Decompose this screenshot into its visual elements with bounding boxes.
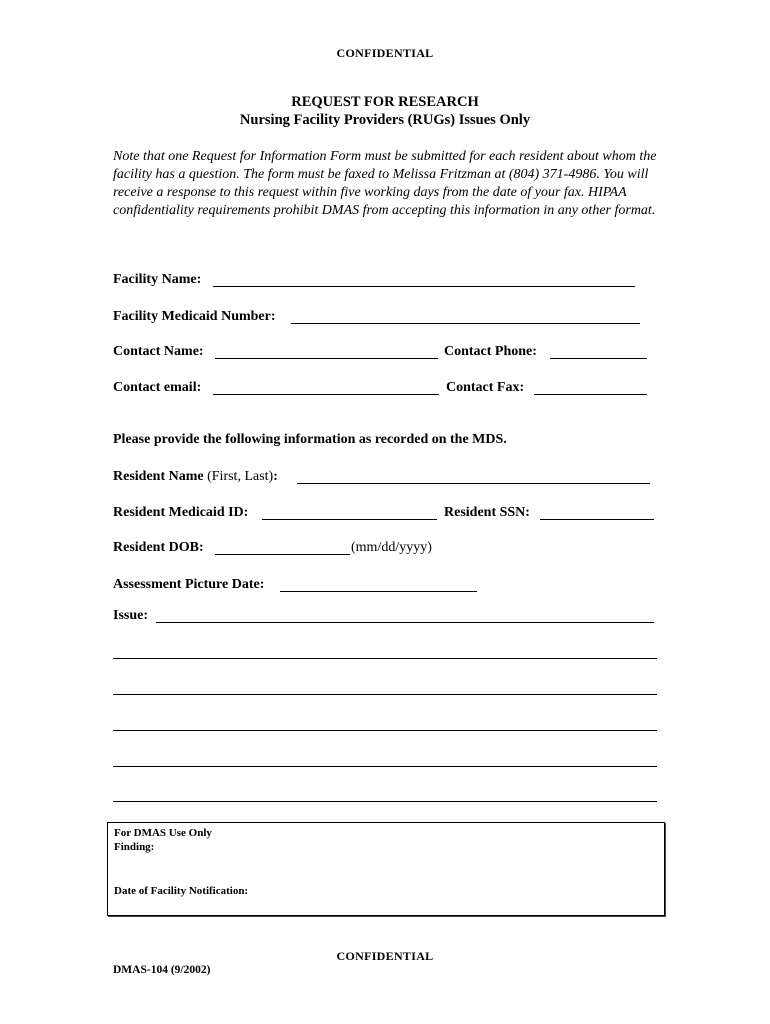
form-subtitle: Nursing Facility Providers (RUGs) Issues Only bbox=[239, 112, 531, 128]
issue-field-line[interactable] bbox=[113, 694, 657, 695]
header-confidential: CONFIDENTIAL bbox=[336, 46, 434, 60]
resident-dob-field[interactable] bbox=[215, 554, 350, 555]
dmas-use-box bbox=[107, 822, 665, 916]
facility-name-label: Facility Name: bbox=[113, 272, 202, 287]
finding-label: Finding: bbox=[114, 841, 155, 853]
resident-dob-label: Resident DOB: bbox=[113, 540, 204, 555]
resident-name-colon: : bbox=[273, 469, 278, 484]
instructions-note: Note that one Request for Information Form must be submitted for each resident about whom the facility has a question. The form must be faxed to Melissa Fritzman at (804) 371-4986. You will receive a response to this request within five working days from the date of your fax. HIPAA confidentiality requirements prohibit DMAS from accepting this information in any other format. bbox=[113, 149, 657, 218]
form-title: REQUEST FOR RESEARCH bbox=[291, 94, 479, 110]
notification-date-label: Date of Facility Notification: bbox=[114, 885, 249, 897]
contact-phone-field[interactable] bbox=[550, 358, 647, 359]
resident-name-field[interactable] bbox=[297, 483, 650, 484]
contact-email-label: Contact email: bbox=[113, 380, 202, 395]
facility-medicaid-field[interactable] bbox=[291, 323, 640, 324]
contact-fax-field[interactable] bbox=[534, 394, 647, 395]
resident-name-hint: (First, Last) bbox=[207, 469, 274, 484]
resident-ssn-label: Resident SSN: bbox=[444, 505, 530, 520]
footer-confidential: CONFIDENTIAL bbox=[336, 949, 434, 963]
issue-field-line[interactable] bbox=[113, 801, 657, 802]
contact-name-field[interactable] bbox=[215, 358, 438, 359]
dmas-use-heading: For DMAS Use Only bbox=[114, 827, 212, 839]
resident-medicaid-field[interactable] bbox=[262, 519, 437, 520]
resident-ssn-field[interactable] bbox=[540, 519, 654, 520]
assessment-date-label: Assessment Picture Date: bbox=[113, 577, 265, 592]
resident-name-label: Resident Name bbox=[113, 469, 204, 484]
contact-email-field[interactable] bbox=[213, 394, 439, 395]
form-id: DMAS-104 (9/2002) bbox=[113, 964, 211, 976]
assessment-date-field[interactable] bbox=[280, 591, 477, 592]
contact-fax-label: Contact Fax: bbox=[446, 380, 525, 395]
facility-name-field[interactable] bbox=[213, 286, 635, 287]
issue-field-line[interactable] bbox=[113, 766, 657, 767]
resident-medicaid-label: Resident Medicaid ID: bbox=[113, 505, 249, 520]
contact-phone-label: Contact Phone: bbox=[444, 344, 537, 359]
resident-dob-format: (mm/dd/yyyy) bbox=[351, 540, 432, 555]
issue-field-line[interactable] bbox=[113, 658, 657, 659]
contact-name-label: Contact Name: bbox=[113, 344, 204, 359]
facility-medicaid-label: Facility Medicaid Number: bbox=[113, 309, 276, 324]
issue-label: Issue: bbox=[113, 608, 149, 623]
issue-field-line[interactable] bbox=[156, 622, 654, 623]
resident-name-label-group bbox=[113, 469, 278, 485]
mds-instruction: Please provide the following information as recorded on the MDS. bbox=[113, 432, 507, 447]
issue-field-line[interactable] bbox=[113, 730, 657, 731]
